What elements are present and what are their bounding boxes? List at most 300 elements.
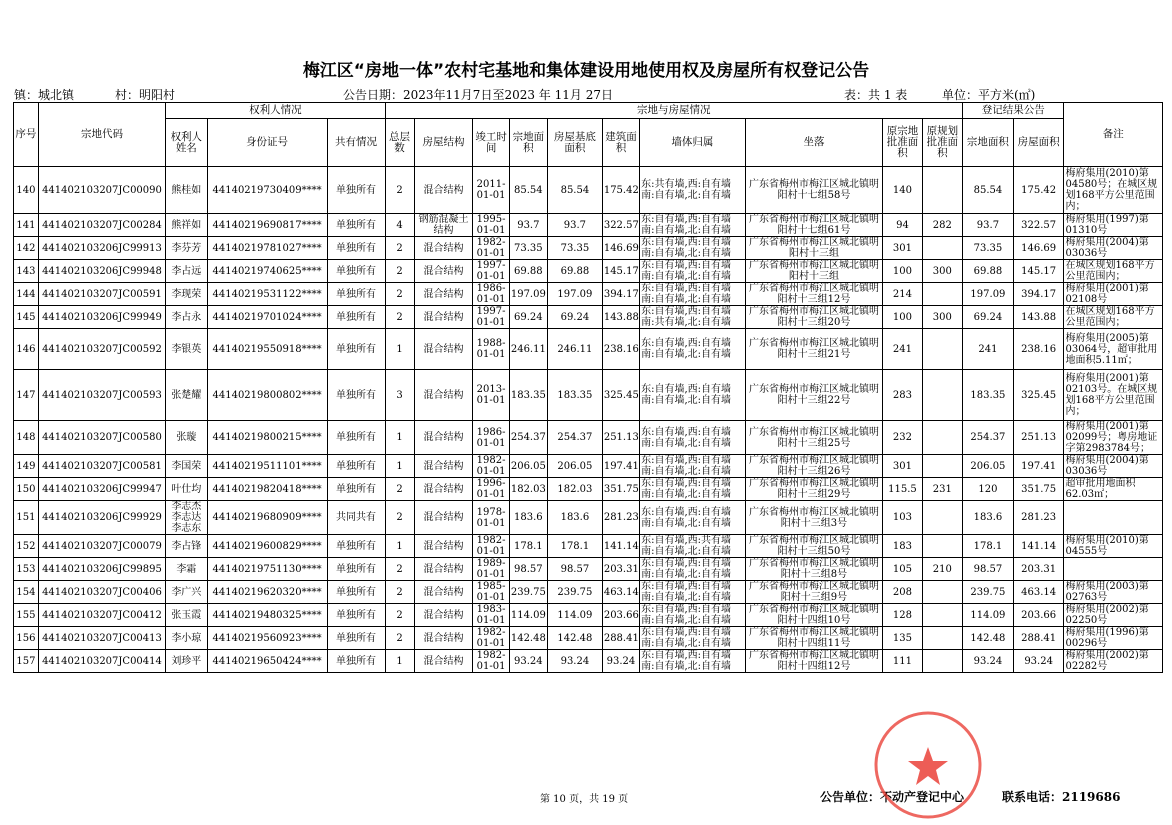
cell-orig-planned [922, 237, 962, 260]
cell-seq: 157 [14, 650, 39, 673]
table-row [14, 370, 1163, 421]
table-row [14, 260, 1163, 283]
cell-completion: 1988-01-01 [473, 329, 509, 370]
cell-share: 单独所有 [327, 214, 385, 237]
cell-remarks: 梅府集用(2001)第02103号。在城区规划168平方公里范围内； [1064, 370, 1163, 421]
cell-structure: 混合结构 [414, 478, 473, 501]
cell-land-area: 69.88 [509, 260, 547, 283]
cell-remarks: 梅府集用(2010)第04555号 [1064, 535, 1163, 558]
cell-id: 44140219751130**** [207, 558, 327, 581]
cell-structure: 混合结构 [414, 535, 473, 558]
cell-orig-planned [922, 329, 962, 370]
cell-wall: 东:自有墙,西:自有墙南:自有墙,北:自有墙 [640, 421, 746, 455]
cell-reg-house: 322.57 [1013, 214, 1064, 237]
cell-base-area: 93.7 [547, 214, 602, 237]
cell-completion: 1985-01-01 [473, 581, 509, 604]
cell-land-area: 73.35 [509, 237, 547, 260]
cell-remarks: 梅府集用(2001)第02108号 [1064, 283, 1163, 306]
cell-name: 李国荣 [166, 455, 207, 478]
header-orig-planned: 原规划批准面积 [922, 119, 962, 167]
cell-base-area: 178.1 [547, 535, 602, 558]
cell-code: 441402103206JC99948 [38, 260, 165, 283]
unit-label: 单位：平方米(㎡) [942, 88, 1036, 102]
cell-structure: 混合结构 [414, 329, 473, 370]
cell-building-area: 238.16 [602, 329, 639, 370]
cell-building-area: 394.17 [602, 283, 639, 306]
cell-structure: 混合结构 [414, 260, 473, 283]
cell-seq: 140 [14, 167, 39, 214]
cell-completion: 1982-01-01 [473, 237, 509, 260]
cell-orig-planned [922, 421, 962, 455]
cell-structure: 混合结构 [414, 650, 473, 673]
cell-orig-approved: 111 [883, 650, 922, 673]
table-row [14, 214, 1163, 237]
cell-reg-house: 175.42 [1013, 167, 1064, 214]
cell-base-area: 85.54 [547, 167, 602, 214]
cell-base-area: 114.09 [547, 604, 602, 627]
cell-reg-house: 93.24 [1013, 650, 1064, 673]
table-row [14, 421, 1163, 455]
cell-completion: 1982-01-01 [473, 650, 509, 673]
cell-completion: 1997-01-01 [473, 260, 509, 283]
cell-reg-house: 203.66 [1013, 604, 1064, 627]
cell-share: 单独所有 [327, 167, 385, 214]
cell-completion: 1982-01-01 [473, 535, 509, 558]
cell-seq: 143 [14, 260, 39, 283]
cell-remarks: 梅府集用(2005)第03064号，超审批用地面积5.11㎡； [1064, 329, 1163, 370]
cell-orig-approved: 105 [883, 558, 922, 581]
cell-name: 张璇 [166, 421, 207, 455]
cell-share: 单独所有 [327, 455, 385, 478]
cell-wall: 东:自有墙,西:自有墙南:自有墙,北:自有墙 [640, 237, 746, 260]
cell-wall: 东:自有墙,西:自有墙南:自有墙,北:自有墙 [640, 370, 746, 421]
cell-location: 广东省梅州市梅江区城北镇明阳村十三组21号 [745, 329, 883, 370]
cell-reg-land: 69.88 [963, 260, 1014, 283]
cell-land-area: 93.7 [509, 214, 547, 237]
cell-id: 44140219600829**** [207, 535, 327, 558]
cell-completion: 1986-01-01 [473, 421, 509, 455]
cell-id: 44140219680909**** [207, 501, 327, 535]
table-row [14, 283, 1163, 306]
cell-base-area: 183.6 [547, 501, 602, 535]
cell-name: 李现荣 [166, 283, 207, 306]
cell-orig-planned [922, 283, 962, 306]
header-base-area: 房屋基底面积 [547, 119, 602, 167]
cell-share: 单独所有 [327, 370, 385, 421]
cell-base-area: 73.35 [547, 237, 602, 260]
cell-orig-planned: 300 [922, 306, 962, 329]
cell-building-area: 143.88 [602, 306, 639, 329]
header-rights-group: 权利人情况 [166, 103, 385, 119]
cell-base-area: 98.57 [547, 558, 602, 581]
table-row [14, 627, 1163, 650]
cell-location: 广东省梅州市梅江区城北镇明阳村十三组 [745, 237, 883, 260]
table-row [14, 650, 1163, 673]
cell-orig-approved: 103 [883, 501, 922, 535]
registration-seal [868, 705, 988, 825]
header-reg-land: 宗地面积 [963, 119, 1014, 167]
cell-reg-land: 93.7 [963, 214, 1014, 237]
cell-location: 广东省梅州市梅江区城北镇明阳村十三组12号 [745, 283, 883, 306]
cell-seq: 141 [14, 214, 39, 237]
cell-structure: 混合结构 [414, 283, 473, 306]
cell-completion: 1989-01-01 [473, 558, 509, 581]
cell-building-area: 463.14 [602, 581, 639, 604]
cell-base-area: 93.24 [547, 650, 602, 673]
cell-code: 441402103207JC00581 [38, 455, 165, 478]
cell-name: 李银英 [166, 329, 207, 370]
header-id: 身份证号 [207, 119, 327, 167]
table-row [14, 501, 1163, 535]
cell-structure: 混合结构 [414, 501, 473, 535]
cell-location: 广东省梅州市梅江区城北镇明阳村十三组29号 [745, 478, 883, 501]
cell-completion: 2011-01-01 [473, 167, 509, 214]
table-row [14, 237, 1163, 260]
cell-orig-approved: 140 [883, 167, 922, 214]
table-row [14, 167, 1163, 214]
cell-land-area: 98.57 [509, 558, 547, 581]
cell-wall: 东:自有墙,西:自有墙南:自有墙,北:自有墙 [640, 478, 746, 501]
cell-reg-land: 142.48 [963, 627, 1014, 650]
cell-location: 广东省梅州市梅江区城北镇明阳村十七组58号 [745, 167, 883, 214]
cell-share: 单独所有 [327, 650, 385, 673]
cell-share: 单独所有 [327, 535, 385, 558]
cell-orig-planned [922, 535, 962, 558]
cell-orig-approved: 301 [883, 455, 922, 478]
cell-remarks: 梅府集用(2004)第03036号 [1064, 237, 1163, 260]
header-code: 宗地代码 [38, 103, 165, 167]
cell-floors: 2 [385, 478, 414, 501]
cell-share: 单独所有 [327, 260, 385, 283]
cell-remarks: 梅府集用(2010)第04580号；在城区规划168平方公里范围内； [1064, 167, 1163, 214]
cell-remarks: 梅府集用(1997)第01310号 [1064, 214, 1163, 237]
cell-reg-house: 394.17 [1013, 283, 1064, 306]
cell-wall: 东:共有墙,西:自有墙南:自有墙,北:自有墙 [640, 167, 746, 214]
cell-wall: 东:自有墙,西:自有墙南:自有墙,北:自有墙 [640, 581, 746, 604]
cell-name: 李占锋 [166, 535, 207, 558]
cell-orig-approved: 100 [883, 260, 922, 283]
cell-land-area: 206.05 [509, 455, 547, 478]
cell-orig-approved: 128 [883, 604, 922, 627]
cell-wall: 东:自有墙,西:共有墙南:自有墙,北:自有墙 [640, 535, 746, 558]
cell-remarks: 梅府集用(2004)第03036号 [1064, 455, 1163, 478]
cell-name: 李小琼 [166, 627, 207, 650]
cell-floors: 4 [385, 214, 414, 237]
cell-id: 44140219550918**** [207, 329, 327, 370]
publisher: 公告单位：不动产登记中心 [820, 790, 965, 804]
cell-share: 单独所有 [327, 581, 385, 604]
cell-building-area: 203.31 [602, 558, 639, 581]
cell-base-area: 246.11 [547, 329, 602, 370]
cell-wall: 东:自有墙,西:自有墙南:共有墙,北:自有墙 [640, 306, 746, 329]
cell-floors: 3 [385, 370, 414, 421]
cell-reg-house: 325.45 [1013, 370, 1064, 421]
cell-code: 441402103207JC00593 [38, 370, 165, 421]
cell-location: 广东省梅州市梅江区城北镇明阳村十三组20号 [745, 306, 883, 329]
cell-structure: 混合结构 [414, 167, 473, 214]
cell-structure: 混合结构 [414, 581, 473, 604]
cell-base-area: 206.05 [547, 455, 602, 478]
header-wall: 墙体归属 [640, 119, 746, 167]
town-label: 镇：城北镇 [14, 88, 75, 102]
cell-seq: 145 [14, 306, 39, 329]
cell-name: 刘珍平 [166, 650, 207, 673]
cell-completion: 1978-01-01 [473, 501, 509, 535]
cell-land-area: 69.24 [509, 306, 547, 329]
cell-id: 44140219560923**** [207, 627, 327, 650]
cell-seq: 151 [14, 501, 39, 535]
cell-seq: 149 [14, 455, 39, 478]
cell-id: 44140219480325**** [207, 604, 327, 627]
cell-floors: 2 [385, 627, 414, 650]
village-label: 村：明阳村 [115, 88, 176, 102]
cell-orig-planned: 282 [922, 214, 962, 237]
cell-completion: 2013-01-01 [473, 370, 509, 421]
cell-location: 广东省梅州市梅江区城北镇明阳村十七组61号 [745, 214, 883, 237]
cell-wall: 东:自有墙,西:自有墙南:自有墙,北:自有墙 [640, 214, 746, 237]
cell-orig-planned: 210 [922, 558, 962, 581]
cell-floors: 2 [385, 558, 414, 581]
cell-share: 单独所有 [327, 283, 385, 306]
cell-floors: 1 [385, 421, 414, 455]
header-location: 坐落 [745, 119, 883, 167]
cell-floors: 1 [385, 535, 414, 558]
cell-orig-planned: 231 [922, 478, 962, 501]
cell-building-area: 203.66 [602, 604, 639, 627]
cell-land-area: 142.48 [509, 627, 547, 650]
cell-orig-approved: 301 [883, 237, 922, 260]
cell-wall: 东:自有墙,西:自有墙南:自有墙,北:自有墙 [640, 627, 746, 650]
cell-building-area: 322.57 [602, 214, 639, 237]
cell-name: 熊桂如 [166, 167, 207, 214]
cell-wall: 东:自有墙,西:自有墙南:自有墙,北:自有墙 [640, 260, 746, 283]
cell-share: 单独所有 [327, 237, 385, 260]
cell-reg-land: 206.05 [963, 455, 1014, 478]
cell-location: 广东省梅州市梅江区城北镇明阳村十三组22号 [745, 370, 883, 421]
cell-orig-approved: 94 [883, 214, 922, 237]
cell-orig-approved: 183 [883, 535, 922, 558]
cell-name: 李广兴 [166, 581, 207, 604]
cell-name: 张玉霞 [166, 604, 207, 627]
header-land-area: 宗地面积 [509, 119, 547, 167]
cell-base-area: 254.37 [547, 421, 602, 455]
cell-name: 叶仕均 [166, 478, 207, 501]
cell-id: 44140219701024**** [207, 306, 327, 329]
cell-floors: 1 [385, 329, 414, 370]
cell-base-area: 183.35 [547, 370, 602, 421]
cell-code: 441402103207JC00406 [38, 581, 165, 604]
cell-reg-land: 254.37 [963, 421, 1014, 455]
cell-seq: 153 [14, 558, 39, 581]
cell-share: 共同共有 [327, 501, 385, 535]
header-remarks: 备注 [1064, 103, 1163, 167]
cell-structure: 混合结构 [414, 237, 473, 260]
cell-floors: 2 [385, 581, 414, 604]
header-land-group: 宗地与房屋情况 [385, 103, 963, 119]
page-number: 第 10 页，共 19 页 [540, 794, 629, 805]
cell-seq: 144 [14, 283, 39, 306]
cell-land-area: 183.6 [509, 501, 547, 535]
header-completion: 竣工时间 [473, 119, 509, 167]
cell-orig-approved: 283 [883, 370, 922, 421]
cell-orig-approved: 232 [883, 421, 922, 455]
cell-orig-approved: 115.5 [883, 478, 922, 501]
cell-orig-planned [922, 604, 962, 627]
cell-building-area: 288.41 [602, 627, 639, 650]
cell-reg-house: 143.88 [1013, 306, 1064, 329]
cell-structure: 混合结构 [414, 370, 473, 421]
cell-location: 广东省梅州市梅江区城北镇明阳村十三组 [745, 260, 883, 283]
cell-location: 广东省梅州市梅江区城北镇明阳村十三组25号 [745, 421, 883, 455]
cell-code: 441402103206JC99895 [38, 558, 165, 581]
cell-seq: 152 [14, 535, 39, 558]
cell-completion: 1986-01-01 [473, 283, 509, 306]
cell-wall: 东:自有墙,西:自有墙南:自有墙,北:自有墙 [640, 558, 746, 581]
cell-seq: 150 [14, 478, 39, 501]
cell-reg-house: 141.14 [1013, 535, 1064, 558]
cell-id: 44140219781027**** [207, 237, 327, 260]
cell-orig-planned [922, 650, 962, 673]
cell-land-area: 254.37 [509, 421, 547, 455]
cell-location: 广东省梅州市梅江区城北镇明阳村十三组8号 [745, 558, 883, 581]
cell-reg-house: 288.41 [1013, 627, 1064, 650]
table-row [14, 604, 1163, 627]
cell-land-area: 93.24 [509, 650, 547, 673]
cell-remarks: 在城区规划168平方公里范围内； [1064, 306, 1163, 329]
cell-location: 广东省梅州市梅江区城北镇明阳村十三组9号 [745, 581, 883, 604]
cell-land-area: 114.09 [509, 604, 547, 627]
cell-orig-planned [922, 581, 962, 604]
cell-id: 44140219820418**** [207, 478, 327, 501]
cell-structure: 混合结构 [414, 558, 473, 581]
cell-orig-approved: 100 [883, 306, 922, 329]
cell-building-area: 281.23 [602, 501, 639, 535]
cell-share: 单独所有 [327, 604, 385, 627]
cell-code: 441402103207JC00079 [38, 535, 165, 558]
cell-reg-land: 98.57 [963, 558, 1014, 581]
cell-remarks [1064, 501, 1163, 535]
cell-location: 广东省梅州市梅江区城北镇明阳村十三组50号 [745, 535, 883, 558]
cell-remarks: 超审批用地面积62.03㎡； [1064, 478, 1163, 501]
table-row [14, 581, 1163, 604]
cell-building-area: 146.69 [602, 237, 639, 260]
cell-building-area: 351.75 [602, 478, 639, 501]
cell-id: 44140219740625**** [207, 260, 327, 283]
cell-code: 441402103207JC00414 [38, 650, 165, 673]
cell-orig-planned [922, 455, 962, 478]
cell-building-area: 175.42 [602, 167, 639, 214]
cell-orig-approved: 135 [883, 627, 922, 650]
cell-id: 44140219650424**** [207, 650, 327, 673]
registration-table [13, 102, 1163, 673]
cell-orig-planned: 300 [922, 260, 962, 283]
cell-name: 李志杰 李志达 李志东 [166, 501, 207, 535]
cell-seq: 146 [14, 329, 39, 370]
cell-land-area: 246.11 [509, 329, 547, 370]
header-reg-house: 房屋面积 [1013, 119, 1064, 167]
cell-id: 44140219690817**** [207, 214, 327, 237]
cell-code: 441402103207JC00413 [38, 627, 165, 650]
cell-orig-approved: 208 [883, 581, 922, 604]
cell-reg-house: 281.23 [1013, 501, 1064, 535]
cell-reg-land: 114.09 [963, 604, 1014, 627]
cell-completion: 1983-01-01 [473, 604, 509, 627]
cell-completion: 1996-01-01 [473, 478, 509, 501]
cell-remarks [1064, 558, 1163, 581]
cell-remarks: 梅府集用(2003)第02763号 [1064, 581, 1163, 604]
cell-name: 张楚耀 [166, 370, 207, 421]
cell-name: 熊祥如 [166, 214, 207, 237]
cell-id: 44140219730409**** [207, 167, 327, 214]
header-floors: 总层数 [385, 119, 414, 167]
header-share: 共有情况 [327, 119, 385, 167]
cell-reg-land: 178.1 [963, 535, 1014, 558]
cell-completion: 1982-01-01 [473, 455, 509, 478]
cell-share: 单独所有 [327, 421, 385, 455]
cell-name: 李霜 [166, 558, 207, 581]
cell-reg-house: 351.75 [1013, 478, 1064, 501]
cell-reg-house: 463.14 [1013, 581, 1064, 604]
cell-remarks: 梅府集用(2002)第02282号 [1064, 650, 1163, 673]
cell-seq: 147 [14, 370, 39, 421]
cell-floors: 1 [385, 650, 414, 673]
cell-wall: 东:自有墙,西:自有墙南:自有墙,北:自有墙 [640, 283, 746, 306]
cell-share: 单独所有 [327, 558, 385, 581]
cell-building-area: 145.17 [602, 260, 639, 283]
cell-land-area: 85.54 [509, 167, 547, 214]
cell-orig-approved: 241 [883, 329, 922, 370]
cell-orig-approved: 214 [883, 283, 922, 306]
cell-base-area: 182.03 [547, 478, 602, 501]
cell-seq: 156 [14, 627, 39, 650]
cell-id: 44140219800802**** [207, 370, 327, 421]
cell-code: 441402103206JC99949 [38, 306, 165, 329]
cell-location: 广东省梅州市梅江区城北镇明阳村十四组12号 [745, 650, 883, 673]
cell-code: 441402103207JC00412 [38, 604, 165, 627]
cell-remarks: 梅府集用(2001)第02099号；粤房地证字第2983784号； [1064, 421, 1163, 455]
cell-building-area: 93.24 [602, 650, 639, 673]
header-result-group: 登记结果公告 [963, 103, 1064, 119]
cell-orig-planned [922, 501, 962, 535]
cell-id: 44140219800215**** [207, 421, 327, 455]
cell-structure: 混合结构 [414, 627, 473, 650]
cell-land-area: 182.03 [509, 478, 547, 501]
cell-share: 单独所有 [327, 329, 385, 370]
table-row [14, 478, 1163, 501]
cell-seq: 155 [14, 604, 39, 627]
cell-id: 44140219531122**** [207, 283, 327, 306]
cell-land-area: 178.1 [509, 535, 547, 558]
cell-building-area: 141.14 [602, 535, 639, 558]
cell-remarks: 在城区规划168平方公里范围内； [1064, 260, 1163, 283]
cell-code: 441402103206JC99929 [38, 501, 165, 535]
cell-seq: 148 [14, 421, 39, 455]
cell-seq: 154 [14, 581, 39, 604]
cell-floors: 2 [385, 283, 414, 306]
cell-reg-house: 203.31 [1013, 558, 1064, 581]
cell-floors: 2 [385, 260, 414, 283]
table-row [14, 329, 1163, 370]
cell-name: 李占远 [166, 260, 207, 283]
cell-land-area: 239.75 [509, 581, 547, 604]
cell-code: 441402103207JC00090 [38, 167, 165, 214]
table-row [14, 306, 1163, 329]
cell-reg-land: 93.24 [963, 650, 1014, 673]
cell-orig-planned [922, 627, 962, 650]
cell-base-area: 239.75 [547, 581, 602, 604]
cell-wall: 东:自有墙,西:自有墙南:自有墙,北:自有墙 [640, 604, 746, 627]
cell-seq: 142 [14, 237, 39, 260]
